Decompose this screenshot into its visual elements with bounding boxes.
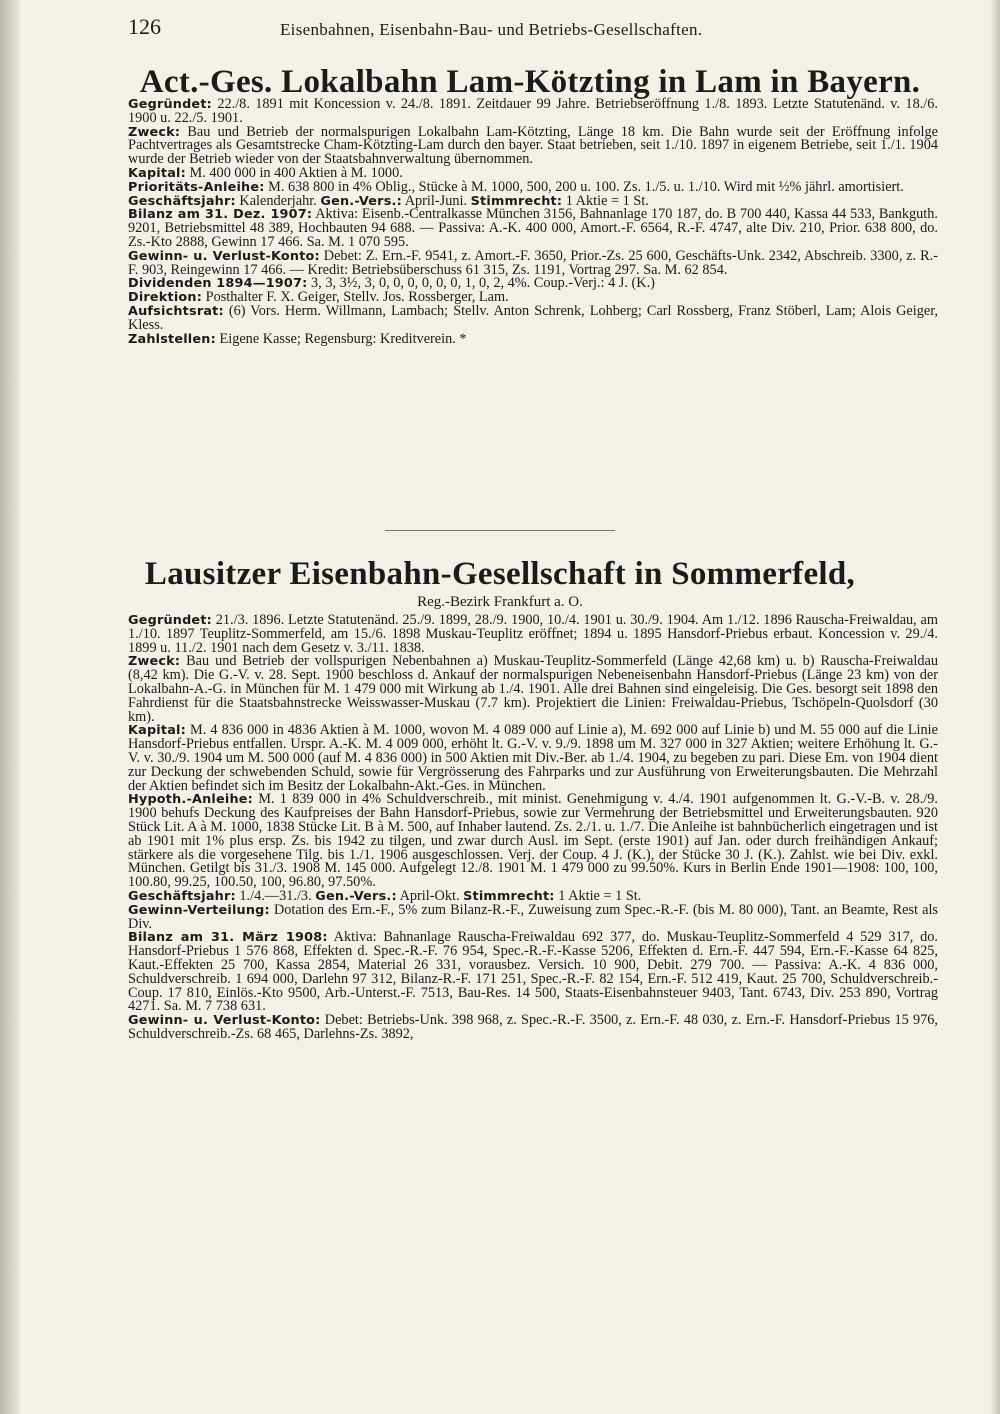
page-left-edge: [0, 0, 20, 1414]
company-title-lam-koetzting: Act.-Ges. Lokalbahn Lam-Kötzting in Lam in Bayern.: [139, 64, 921, 100]
entry-paragraph: [128, 655, 938, 724]
entry-paragraph: [128, 724, 938, 793]
entry-label: Prioritäts-Anleihe:: [128, 179, 265, 195]
entry-label: Zahlstellen:: [128, 331, 216, 347]
entry-label: Direktion:: [128, 290, 203, 306]
entry-label: Gewinn- u. Verlust-Konto:: [128, 1013, 321, 1029]
entry-text: (6) Vors. Herm. Willmann, Lambach; Stellv. Anton Schrenk, Lohberg; Carl Rossberg, Franz Stöberl, Lam; Alois Geiger, Kless.: [128, 302, 938, 333]
entry-text: 1 Aktie = 1 St.: [565, 192, 649, 209]
entry-text: April-Okt.: [399, 887, 460, 904]
entry-label: Stimmrecht:: [470, 193, 563, 209]
entry-paragraph: [128, 793, 938, 890]
entry-text: Bau und Betrieb der vollspurigen Nebenbahnen a) Muskau-Teuplitz-Sommerfeld (Länge 42,68 km) u. b) Rauscha-Freiwaldau (8,42 km). Die G.-V. v. 28. Sept. 1900 beschloss d. Ankauf der normalspurigen Nebeneisenbahn Hansdorf-Priebus (Länge 23 km) von der Lokalbahn-A.-G. in München für M. 1 479 000 mit Wirkung ab 1./4. 1901. Alle drei Bahnen sind eingeleisig. Die Ges. besorgt seit 1898 den Fahrdienst für die Staatsbahnstrecke Weisswasser-Muskau (7.7 km). Projektiert die Linien: Freiwaldau-Priebus, Tschöpeln-Quolsdorf (30 km).: [128, 653, 938, 725]
entry-text: M. 1 839 000 in 4% Schuldverschreib., mit minist. Genehmigung v. 4./4. 1901 aufgenommen lt. G.-V.-B. v. 28./9. 1900 behufs Deckung des Kaufpreises der Bahn Hansdorf-Priebus, sowie zur Vermehrung der Betriebsmittel und Erweiterungsbauten. 920 Stück Lit. A à M. 1000, 1838 Stücke Lit. B à M. 500, auf Inhaber lautend. Zs. 2./1. u. 1./7. Die Anleihe ist bahnbücherlich eingetragen und ist ab 1901 mit 1% plus ersp. Zs. bis 1942 zu tilgen, und zwar durch Ausl. im Sept. (erste 1901) auf Jan. oder durch freihändigen Ankauf; stärkere als die vorgesehene Tilg. bis 1./1. 1906 ausgeschlossen. Verj. der Coup. 4 J. (K.), der Stücke 30 J. (K.). Zahlst. wie bei Div. exkl. München. Getilgt bis 31./3. 1908 M. 145 000. Aufgelegt 12./8. 1901 M. 1 479 000 zu 99.50%. Kurs in Berlin Ende 1901—1908: 100, 100, 100.80, 99.25, 100.50, 100, 96.80, 97.50%.: [128, 791, 939, 891]
entry-label: Gegründet:: [128, 613, 212, 628]
entry-label: Zweck:: [128, 124, 181, 140]
entry-text: 1 Aktie = 1 St.: [558, 887, 642, 904]
entry-text: April-Juni.: [404, 192, 468, 209]
entry-text: 22./8. 1891 mit Koncession v. 24./8. 1891. Zeitdauer 99 Jahre. Betriebseröffnung 1./8. 1893. Letzte Statutenänd. v. 18./6. 1900 u. 22./5. 1901.: [128, 96, 938, 126]
entry-paragraph: [128, 208, 938, 249]
section-divider: [385, 530, 615, 531]
entry-label: Stimmrecht:: [463, 888, 555, 904]
company-entries-lam-koetzting: [128, 98, 938, 346]
entry-label: Bilanz am 31. März 1908:: [128, 930, 328, 946]
entry-label: Aufsichtsrat:: [128, 303, 224, 319]
entry-paragraph: [128, 330, 938, 347]
entry-label: Geschäftsjahr:: [128, 888, 236, 904]
entry-text: 3, 3, 3½, 3, 0, 0, 0, 0, 0, 0, 1, 0, 2, 4%. Coup.-Verj.: 4 J. (K.): [311, 275, 655, 292]
entry-text: M. 4 836 000 in 4836 Aktien à M. 1000, wovon M. 4 089 000 auf Linie a), M. 692 000 auf Linie b) und M. 55 000 auf die Linie Hansdorf-Priebus entfallen. Urspr. A.-K. M. 4 009 000, erhöht lt. G.-V. v. 9./9. 1898 um M. 327 000 in 327 Aktien; weitere Erhöhung lt. G.-V. v. 30./9. 1904 um M. 500 000 (auf M. 4 836 000) in 500 Aktien mit Div.-Ber. ab 1./4. 1904, zu begeben zu pari. Diese Em. von 1904 dient zur Deckung der schwebenden Schuld, sowie für Vergrösserung des Fahrparks und zur Ausführung von Erweiterungsbauten. Die Mehrzahl der Aktien befindet sich im Besitz der Lokalbahn-Akt.-Ges. in München.: [128, 722, 938, 794]
entry-label: Dividenden 1894—1907:: [128, 276, 308, 292]
entry-label: Gewinn- u. Verlust-Konto:: [128, 248, 320, 264]
entry-text: Debet: Betriebs-Unk. 398 968, z. Spec.-R.-F. 3500, z. Ern.-F. 48 030, z. Ern.-F. Hansdorf-Priebus 15 976, Schuldverschreib.-Zs. 68 465, Darlehns-Zs. 3892,: [128, 1012, 939, 1042]
entry-label: Kapital:: [128, 165, 186, 181]
entry-label: Gen.-Vers.:: [320, 193, 402, 209]
entry-paragraph: [128, 901, 938, 932]
page-right-edge: [990, 0, 1000, 1414]
entry-paragraph: [128, 1014, 938, 1042]
company-entries-lausitzer: [128, 614, 938, 1042]
entry-paragraph: [128, 614, 938, 655]
entry-label: Gen.-Vers.:: [315, 888, 397, 904]
entry-text: Posthalter F. X. Geiger, Stellv. Jos. Rossberger, Lam.: [205, 289, 509, 306]
page-number: 126: [128, 14, 161, 39]
entry-text: Kalenderjahr.: [239, 192, 317, 209]
entry-label: Kapital:: [128, 723, 186, 739]
entry-label: Gegründet:: [128, 97, 212, 112]
entry-paragraph: [128, 98, 938, 126]
entry-text: Debet: Z. Ern.-F. 9541, z. Amort.-F. 3650, Prior.-Zs. 25 600, Geschäfts-Unk. 2342, Abschreib. 3300, z. R.-F. 903, Reingewinn 17 466. — Kredit: Betriebsüberschuss 61 315, Zs. 1191, Vortrag 297. Sa. M. 62 854.: [128, 247, 939, 278]
entry-text: M. 638 800 in 4% Oblig., Stücke à M. 1000, 500, 200 u. 100. Zs. 1./5. u. 1./10. Wird mit ½% jährl. amortisiert.: [268, 178, 904, 195]
entry-paragraph: [128, 302, 938, 333]
entry-paragraph: [128, 247, 939, 278]
entry-label: Hypoth.-Anleihe:: [128, 792, 253, 808]
entry-text: Eigene Kasse; Regensburg: Kreditverein. *: [219, 330, 467, 347]
entry-text: Aktiva: Eisenb.-Centralkasse München 3156, Bahnanlage 170 187, do. B 700 440, Kassa 44 533, Bankguth. 9201, Betriebsmittel 48 389, Hochbauten 94 688. — Passiva: A.-K. 400 000, Amort.-F. 6564, R.-F. 4747, alte Div. 210, Prior. 638 800, do. Zs.-Kto 2888, Gewinn 17 466. Sa. M. 1 070 595.: [128, 206, 938, 250]
entry-label: Bilanz am 31. Dez. 1907:: [128, 207, 313, 223]
company-title-lausitzer: Lausitzer Eisenbahn-Gesellschaft in Sommerfeld,: [144, 556, 856, 592]
company-subtitle-lausitzer: Reg.-Bezirk Frankfurt a. O.: [417, 594, 583, 610]
entry-paragraph: [128, 123, 939, 168]
entry-label: Gewinn-Verteilung:: [128, 902, 270, 918]
entry-paragraph: [128, 931, 938, 1014]
running-head: Eisenbahnen, Eisenbahn-Bau- und Betriebs-Gesellschaften.: [280, 20, 703, 39]
entry-text: M. 400 000 in 400 Aktien à M. 1000.: [189, 164, 403, 181]
entry-label: Geschäftsjahr:: [128, 193, 236, 209]
entry-text: 21./3. 1896. Letzte Statutenänd. 25./9. 1899, 28./9. 1900, 10./4. 1901 u. 30./9. 1904. Am 1./12. 1896 Rauscha-Freiwaldau, am 1./10. 1897 Teuplitz-Sommerfeld, am 15./6. 1898 Muskau-Teuplitz eröffnet; 1894 u. 1895 Hansdorf-Priebus erbaut. Koncession v. 29./4. 1899 u. 11./2. 1901 nach dem Gesetz v. 3./11. 1838.: [128, 612, 939, 656]
entry-text: Aktiva: Bahnanlage Rauscha-Freiwaldau 692 377, do. Muskau-Teuplitz-Sommerfeld 4 529 317, do. Hansdorf-Priebus 1 576 868, Effekten d. Spec.-R.-F. 76 954, Spec.-R.-F.-Kasse 5206, Effekten d. Ern.-F. 447 594, Ern.-F.-Kasse 64 825, Kaut.-Effekten 25 700, Kassa 2854, Material 26 331, vorausbez. Versich. 10 900, Debit. 279 700. — Passiva: A.-K. 4 836 000, Schuldverschreib. 1 694 000, Darlehn 97 312, Bilanz-R.-F. 171 251, Spec.-R.-F. 82 154, Ern.-F. 512 419, Kaut. 25 700, Schuldverschreib.-Coup. 17 810, Einlös.-Kto 9500, Arb.-Unterst.-F. 7513, Bau-Res. 14 500, Staats-Eisenbahnsteuer 9403, Tant. 6743, Div. 253 890, Vortrag 4271. Sa. M. 7 738 631.: [128, 929, 939, 1015]
entry-text: Dotation des Ern.-F., 5% zum Bilanz-R.-F., Zuweisung zum Spec.-R.-F. (bis M. 80 000), Tant. an Beamte, Rest als Div.: [128, 901, 938, 932]
entry-label: Zweck:: [128, 654, 181, 670]
entry-text: 1./4.—31./3.: [239, 887, 312, 904]
entry-text: Bau und Betrieb der normalspurigen Lokalbahn Lam-Kötzting, Länge 18 km. Die Bahn wurde seit der Eröffnung infolge Pachtvertrages als Gesamtstrecke Cham-Kötzting-Lam durch den bayer. Staat betrieben, seit 1./10. 1897 in eigenem Betriebe, seit 1./1. 1904 wurde der Betrieb wieder von der Staatsbahnverwaltung übernommen.: [128, 123, 939, 168]
